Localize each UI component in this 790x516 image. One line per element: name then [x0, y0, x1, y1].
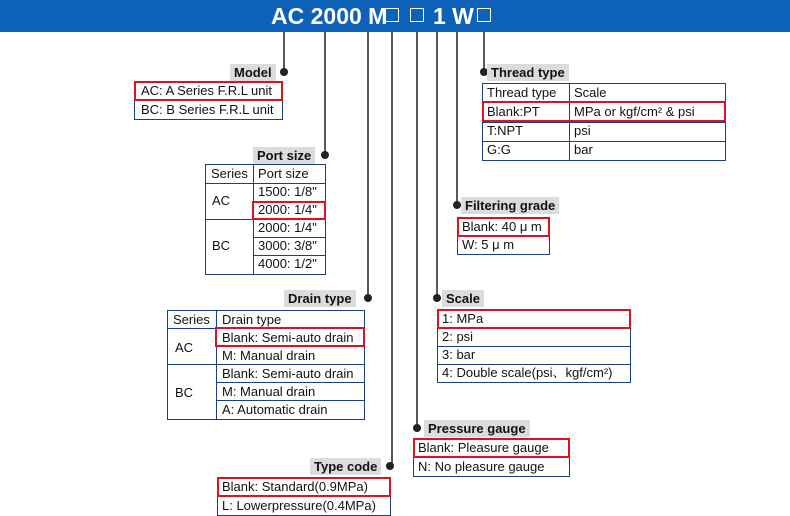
- type-code-highlight: [217, 477, 391, 497]
- port-size-row: 3000: 3/8": [258, 238, 317, 253]
- type-code-row: Blank: Standard(0.9MPa): [222, 479, 368, 494]
- thread-type-row-scale: psi: [574, 123, 591, 138]
- drain-type-row: M: Manual drain: [222, 348, 316, 363]
- port-size-row: 2000: 1/4": [258, 202, 317, 217]
- port-size-label: Port size: [253, 147, 315, 164]
- drain-type-series-ac: AC: [175, 340, 194, 355]
- scale-row: 3: bar: [442, 347, 476, 362]
- scale-row: 4: Double scale(psi、kgf/cm²): [442, 365, 613, 380]
- line-model: [280, 32, 284, 72]
- thread-type-row-scale: bar: [574, 142, 593, 157]
- scale-label: Scale: [442, 290, 484, 307]
- drain-type-row: M: Manual drain: [222, 384, 316, 399]
- scale-row: 1: MPa: [442, 311, 484, 326]
- drain-type-series-bc: BC: [175, 385, 194, 400]
- drain-type-highlight: [215, 327, 365, 347]
- port-size-row: 1500: 1/8": [258, 184, 317, 199]
- dot-scale: [433, 294, 441, 302]
- scale-highlight: [437, 309, 631, 329]
- line-port-size: [321, 32, 325, 155]
- dot-type-code: [386, 462, 394, 470]
- drain-type-label: Drain type: [284, 290, 356, 307]
- port-size-series-bc: BC: [212, 238, 231, 253]
- model-row: AC: A Series F.R.L unit: [141, 83, 273, 98]
- line-drain-type: [364, 32, 368, 298]
- port-size-row: 4000: 1/2": [258, 256, 317, 271]
- drain-type-header-drain: Drain type: [222, 312, 282, 327]
- line-scale: [437, 32, 441, 298]
- dot-model: [280, 68, 288, 76]
- thread-type-header-thread: Thread type: [487, 85, 557, 100]
- model-row: BC: B Series F.R.L unit: [141, 102, 274, 117]
- thread-type-row-thread: G:G: [487, 142, 511, 157]
- drain-type-row: Blank: Semi-auto drain: [222, 366, 354, 381]
- dot-filtering-grade: [453, 201, 461, 209]
- port-size-highlight: [252, 201, 326, 220]
- port-size-row: 2000: 1/4": [258, 220, 317, 235]
- model-label: Model: [230, 64, 276, 81]
- drain-type-header-series: Series: [173, 312, 210, 327]
- type-code-row: L: Lowerpressure(0.4MPa): [222, 498, 376, 513]
- pressure-gauge-row: N: No pleasure gauge: [418, 459, 545, 474]
- drain-type-row: Blank: Semi-auto drain: [222, 330, 354, 345]
- dot-port-size: [321, 151, 329, 159]
- model-highlight: [134, 81, 283, 101]
- filtering-grade-row: W: 5 μ m: [462, 237, 515, 252]
- pressure-gauge-row: Blank: Pleasure gauge: [418, 440, 549, 455]
- port-size-header-port: Port size: [258, 166, 309, 181]
- pressure-gauge-label: Pressure gauge: [424, 420, 530, 437]
- thread-type-header-scale: Scale: [574, 85, 607, 100]
- scale-row: 2: psi: [442, 329, 474, 344]
- thread-type-label: Thread type: [487, 64, 569, 81]
- filtering-grade-row: Blank: 40 μ m: [462, 219, 542, 234]
- thread-type-row-scale: MPa or kgf/cm² & psi: [574, 104, 695, 119]
- line-pressure-gauge: [417, 32, 421, 428]
- filtering-grade-label: Filtering grade: [461, 197, 559, 214]
- thread-type-row-thread: Blank:PT: [487, 104, 540, 119]
- thread-type-highlight: [482, 101, 726, 122]
- filtering-grade-highlight: [457, 217, 550, 237]
- dot-pressure-gauge: [413, 424, 421, 432]
- line-filtering-grade: [457, 32, 461, 205]
- model-code-suffix: 1 W: [433, 3, 474, 29]
- dot-drain-type: [364, 294, 372, 302]
- port-size-series-ac: AC: [212, 193, 231, 208]
- line-type-code: [386, 32, 392, 466]
- port-size-header-series: Series: [211, 166, 248, 181]
- thread-type-row-thread: T:NPT: [487, 123, 524, 138]
- type-code-label: Type code: [310, 458, 381, 475]
- model-code-prefix: AC 2000 M: [271, 3, 388, 29]
- pressure-gauge-highlight: [413, 438, 570, 458]
- drain-type-row: A: Automatic drain: [222, 402, 328, 417]
